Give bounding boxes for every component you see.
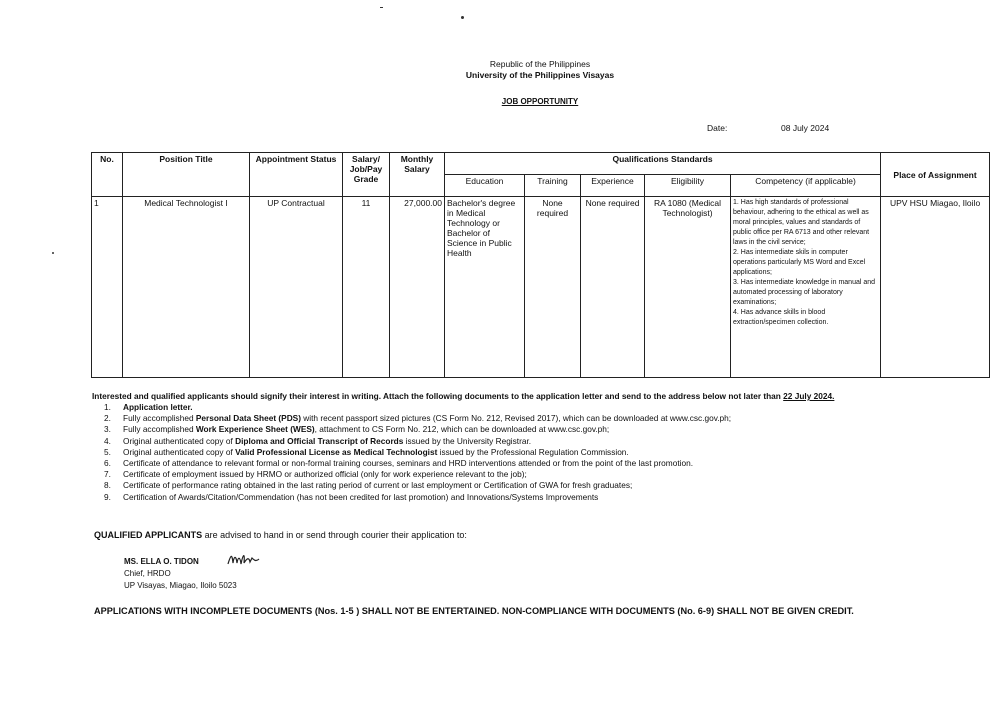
document-number: 5. — [104, 446, 111, 457]
document-bold-text: Application letter. — [123, 402, 193, 412]
footer-warning: APPLICATIONS WITH INCOMPLETE DOCUMENTS (Nos. 1-5 ) SHALL NOT BE ENTERTAINED. NON-COMPLIANCE WITH DOCUMENTS (No. 6-9) SHALL NOT BE GIVEN CREDIT. — [94, 606, 854, 616]
document-text: Original authenticated copy of — [123, 446, 236, 457]
intro-text: Interested and qualified applicants should signify their interest in writing. Attach the following documents to the application letter and send to the address below not later than — [92, 391, 784, 401]
document-text: Fully accomplished — [123, 413, 196, 424]
scan-speck — [380, 7, 383, 8]
document-number: 1. — [104, 402, 111, 412]
document-text: Certificate of attendance to relevant formal or non-formal training courses, seminars and HRD interventions attended or from the point of the last promotion. — [123, 457, 694, 468]
document-number: 6. — [104, 457, 111, 468]
document-item — [92, 492, 731, 503]
document-number: 9. — [104, 491, 111, 502]
document-number: 3. — [104, 424, 111, 435]
document-number: 8. — [104, 480, 111, 491]
contact-address: UP Visayas, Miagao, Iloilo 5023 — [124, 581, 237, 590]
document-list — [92, 402, 731, 503]
header-experience: Experience — [581, 175, 645, 197]
cell-experience: None required — [581, 197, 645, 378]
contact-name: MS. ELLA O. TIDON — [124, 557, 199, 566]
cell-no: 1 — [92, 197, 123, 378]
header-monthly-salary: Monthly Salary — [390, 153, 445, 197]
submission-note — [94, 530, 467, 540]
cell-assignment: UPV HSU Miagao, Iloilo — [881, 197, 990, 378]
document-number: 4. — [104, 435, 111, 446]
header-assignment: Place of Assignment — [881, 153, 990, 197]
header-position: Position Title — [123, 153, 250, 197]
document-bold-text: Diploma and Official Transcript of Records — [235, 435, 404, 446]
competency-item: 3. Has intermediate knowledge in manual and automated processing of laboratory examinations; — [733, 279, 876, 306]
cell-education: Bachelor's degree in Medical Technology or Bachelor of Science in Public Health — [445, 197, 525, 378]
document-text: , attachment to CS Form No. 212, which can be downloaded at www.csc.gov.ph; — [314, 424, 610, 435]
document-text: issued by the University Registrar. — [403, 435, 532, 446]
signature-mark — [226, 548, 262, 570]
date-label: Date: — [707, 123, 728, 133]
document-item — [92, 480, 731, 491]
deadline-date: 22 July 2024. — [783, 391, 835, 401]
job-table — [91, 152, 990, 378]
competency-item: 4. Has advance skills in blood extraction/specimen collection. — [733, 309, 829, 326]
header-salary-grade: Salary/ Job/Pay Grade — [343, 153, 390, 197]
document-text: Fully accomplished — [123, 424, 196, 435]
document-text: issued by the Professional Regulation Commission. — [437, 446, 629, 457]
cell-grade: 11 — [343, 197, 390, 378]
document-item — [92, 447, 731, 458]
page-title: JOB OPPORTUNITY — [501, 97, 579, 106]
republic-heading: Republic of the Philippines — [489, 59, 591, 69]
document-text: with recent passport sized pictures (CS Form No. 212, Revised 2017), which can be downloaded at www.csc.gov.ph; — [300, 413, 732, 424]
qualified-applicants-label: QUALIFIED APPLICANTS — [94, 530, 203, 540]
cell-training: None required — [525, 197, 581, 378]
cell-status: UP Contractual — [250, 197, 343, 378]
document-bold-text: Work Experience Sheet (WES) — [195, 424, 315, 435]
document-text: Certification of Awards/Citation/Commendation (has not been credited for last promotion) and Innovations/Systems Improvements — [123, 491, 599, 502]
cell-competency — [731, 197, 881, 378]
document-item — [92, 458, 731, 469]
header-no: No. — [92, 153, 123, 197]
scan-speck — [461, 16, 464, 19]
scan-speck — [52, 252, 54, 254]
submission-text: are advised to hand in or send through courier their application to: — [202, 530, 467, 540]
table-row — [92, 197, 990, 378]
cell-position: Medical Technologist I — [123, 197, 250, 378]
header-competency: Competency (if applicable) — [731, 175, 881, 197]
date-value: 08 July 2024 — [781, 123, 830, 133]
cell-salary: 27,000.00 — [390, 197, 445, 378]
instructions-intro — [92, 391, 992, 401]
header-education: Education — [445, 175, 525, 197]
contact-title: Chief, HRDO — [124, 569, 171, 578]
university-heading: University of the Philippines Visayas — [465, 70, 615, 80]
competency-item: 1. Has high standards of professional behaviour, adhering to the ethical as well as moral principles, values and standards of public office per RA 6713 and other relevant laws in the civil service; — [733, 199, 870, 246]
document-text: Certificate of performance rating obtained in the last rating period of current or last employment or Certification of GWA for fresh graduates; — [123, 480, 633, 491]
header-eligibility: Eligibility — [645, 175, 731, 197]
document-bold-text: Personal Data Sheet (PDS) — [195, 413, 301, 424]
competency-item: 2. Has intermediate skils in computer operations particularly MS Word and Excel applications; — [733, 249, 866, 276]
header-training: Training — [525, 175, 581, 197]
document-item — [92, 413, 731, 424]
document-number: 7. — [104, 469, 111, 480]
document-item — [92, 436, 731, 447]
document-item — [92, 469, 731, 480]
cell-eligibility: RA 1080 (Medical Technologist) — [645, 197, 731, 378]
document-item — [92, 424, 731, 435]
document-text: Original authenticated copy of — [123, 435, 236, 446]
header-qualifications: Qualifications Standards — [445, 153, 881, 175]
document-number: 2. — [104, 413, 111, 424]
header-status: Appointment Status — [250, 153, 343, 197]
document-text: Certificate of employment issued by HRMO or authorized official (only for work experience relevant to the job); — [123, 469, 527, 480]
document-item — [92, 402, 731, 413]
document-bold-text: Valid Professional License as Medical Technologist — [235, 446, 438, 457]
